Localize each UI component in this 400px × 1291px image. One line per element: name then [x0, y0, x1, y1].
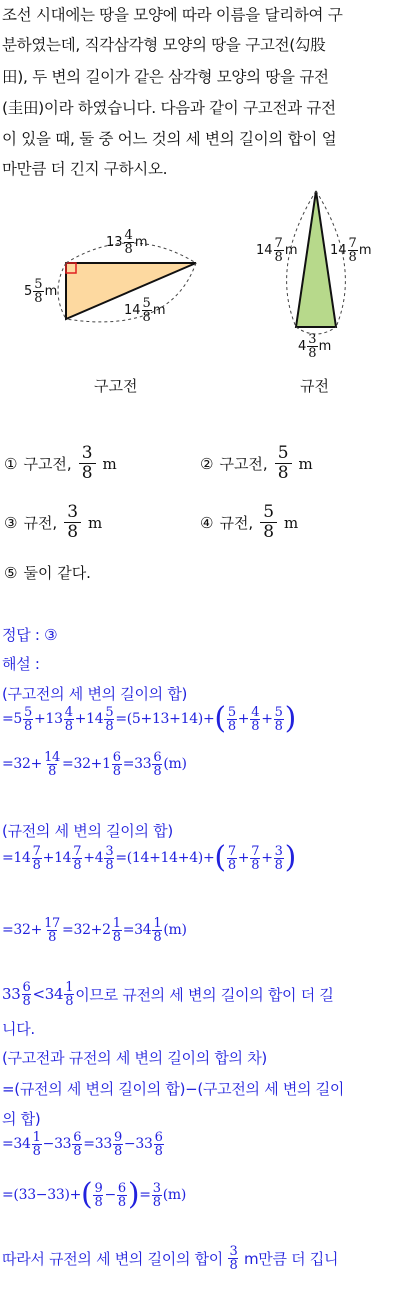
compare-cont: 니다. — [2, 1020, 35, 1038]
gugojeon-sum-eq1: =5 $\frac{5}{8}$ +13 $\frac{4}{8}$ +14 $\frac{5}{8}$ =(5+13+14)+ ( $\frac{5}{8}$ + $\frac{4}{8}$ + $\frac{5}{8}$ ) — [2, 701, 297, 736]
choice-2[interactable]: ② 구고전, $\frac{5}{8}$ m — [200, 443, 313, 483]
gyujeon-caption: 규전 — [300, 377, 329, 395]
question-line: 마만큼 더 긴지 구하시오. — [2, 160, 168, 178]
question-line: 이 있을 때, 둘 중 어느 것의 세 변의 길이의 합이 얼 — [2, 130, 337, 148]
figure — [0, 185, 400, 410]
gyujeon-right-label: 14 $\frac{7}{8}$ m — [330, 236, 372, 265]
answer-line: 정답 : ③ — [2, 626, 58, 644]
question-line: 조선 시대에는 땅을 모양에 따라 이름을 달리하여 구 — [2, 6, 343, 24]
gyujeon-sum-eq2: =32+ $\frac{17}{8}$ =32+2 $\frac{1}{8}$ =34 $\frac{1}{8}$ (m) — [2, 915, 187, 945]
gyujeon-sum-title: (규전의 세 변의 길이의 합) — [2, 822, 173, 840]
choice-1[interactable]: ① 구고전, $\frac{3}{8}$ m — [4, 443, 117, 483]
question-line: 분하였는데, 직각삼각형 모양의 땅을 구고전(勾股 — [2, 36, 326, 54]
gugojeon-sum-eq2: =32+ $\frac{14}{8}$ =32+1 $\frac{6}{8}$ =33 $\frac{6}{8}$ (m) — [2, 749, 187, 779]
gugojeon-sum-title: (구고전의 세 변의 길이의 합) — [2, 685, 188, 703]
diff-eq2: =(33−33)+ ( $\frac{9}{8}$ − $\frac{6}{8}$ ) = $\frac{3}{8}$ (m) — [2, 1177, 186, 1212]
gugojeon-top-label: 13 $\frac{4}{8}$ m — [106, 228, 148, 257]
gyujeon-left-label: 14 $\frac{7}{8}$ m — [256, 236, 298, 265]
choice-5[interactable]: ⑤ 둘이 같다. — [4, 563, 91, 582]
figure-drawing — [0, 185, 400, 410]
solution-heading: 해설 : — [2, 655, 40, 673]
diff-eq1: =34 $\frac{1}{8}$ −33 $\frac{6}{8}$ =33 $\frac{9}{8}$ −33 $\frac{6}{8}$ — [2, 1129, 163, 1159]
gugojeon-caption: 구고전 — [94, 377, 138, 395]
choice-3[interactable]: ③ 규전, $\frac{3}{8}$ m — [4, 502, 103, 542]
compare-line: 33 $\frac{6}{8}$ <34 $\frac{1}{8}$ 이므로 규전의 세 변의 길이의 합이 더 길 — [2, 979, 334, 1009]
choice-4[interactable]: ④ 규전, $\frac{5}{8}$ m — [200, 502, 299, 542]
diff-def-2: 의 합) — [2, 1110, 41, 1128]
gugojeon-left-label: 5 $\frac{5}{8}$ m — [24, 277, 58, 306]
gugojeon-hyp-label: 14 $\frac{5}{8}$ m — [124, 296, 166, 325]
diff-title: (구고전과 규전의 세 변의 길이의 합의 차) — [2, 1049, 267, 1067]
question-line: 田), 두 변의 길이가 같은 삼각형 모양의 땅을 규전 — [2, 68, 329, 86]
gyujeon-sum-eq1: =14 $\frac{7}{8}$ +14 $\frac{7}{8}$ +4 $\frac{3}{8}$ =(14+14+4)+ ( $\frac{7}{8}$ + $\frac{7}{8}$ + $\frac{3}{8}$ ) — [2, 840, 297, 875]
question-line: (圭田)이라 하였습니다. 다음과 같이 구고전과 규전 — [2, 99, 336, 117]
final-line: 따라서 규전의 세 변의 길이의 합이 $\frac{3}{8}$ m만큼 더 깁니 — [2, 1243, 339, 1273]
diff-def-1: =(규전의 세 변의 길이의 합)−(구고전의 세 변의 길이 — [2, 1080, 345, 1098]
gyujeon-base-label: 4 $\frac{3}{8}$ m — [298, 332, 332, 361]
